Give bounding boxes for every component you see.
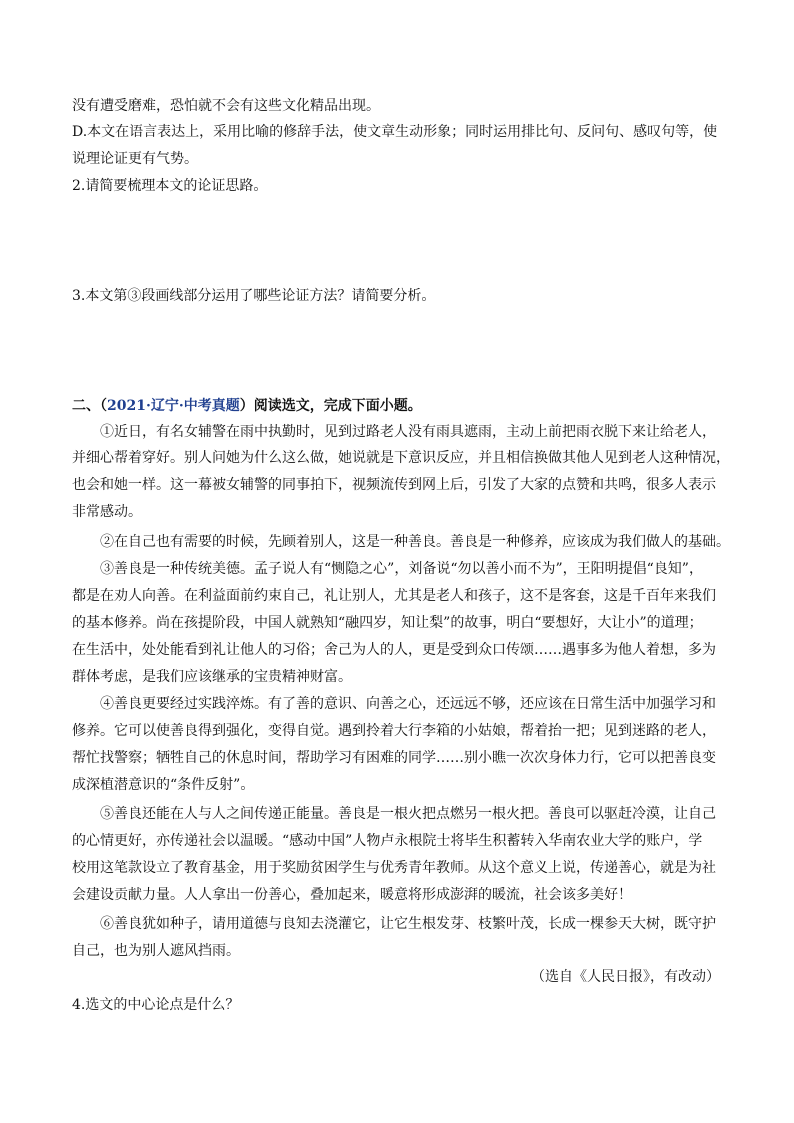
passage-line: ④善良更要经过实践淬炼。有了善的意识、向善之心，还远远不够，还应该在日常生活中加强学习和: [100, 696, 716, 712]
passage-line: 在生活中，处处能看到礼让他人的习俗；舍己为人的人，更是受到众口传颂……遇事多为他人着想，多为: [72, 642, 716, 658]
section-heading: [72, 394, 732, 418]
passage-line: ③善良是一种传统美德。孟子说人有“恻隐之心”，刘备说“勿以善小而不为”，王阳明提倡“良知”，: [100, 561, 703, 577]
passage-line: 都是在劝人向善。在利益面前约束自己，礼让别人，尤其是老人和孩子，这不是客套，这是千百年来我们: [72, 588, 716, 604]
heading-suffix: ）阅读选文，完成下面小题。: [239, 398, 422, 414]
text-line: 没有遭受磨难，恐怕就不会有这些文化精品出现。: [72, 98, 380, 114]
passage-line: 会建设贡献力量。人人拿出一份善心，叠加起来，暖意将形成澎湃的暖流，社会该多美好！: [72, 887, 632, 903]
source-tag: 2021·辽宁·中考真题: [107, 398, 240, 414]
passage-line: 也会和她一样。这一幕被女辅警的同事拍下，视频流传到网上后，引发了大家的点赞和共鸣，很多人表示: [72, 477, 716, 493]
passage-line: 的心情更好，亦传递社会以温暖。“感动中国”人物卢永根院士将毕生积蓄转入华南农业大学的账户，学: [72, 833, 703, 849]
question-3: 3.本文第③段画线部分运用了哪些论证方法？请简要分析。: [72, 288, 436, 304]
passage-line: ⑥善良犹如种子，请用道德与良知去浇灌它，让它生根发芽、枝繁叶茂，长成一棵参天大树，既守护: [100, 916, 716, 932]
passage-line: 成深植潜意识的“条件反射”。: [72, 777, 255, 793]
question-4: 4.选文的中心论点是什么？: [72, 997, 240, 1013]
passage-line: 群体考虑，是我们应该继承的宝贵精神财富。: [72, 669, 352, 685]
passage-line: 修养。它可以使善良得到强化，变得自觉。遇到拎着大行李箱的小姑娘，帮着抬一把；见到迷路的老人，: [72, 723, 716, 739]
passage-line: ⑤善良还能在人与人之间传递正能量。善良是一根火把点燃另一根火把。善良可以驱赶冷漠，让自己: [100, 806, 716, 822]
passage-line: 帮忙找警察；牺牲自己的休息时间，帮助学习有困难的同学……别小瞧一次次身体力行，它可以把善良变: [72, 750, 716, 766]
option-d-line: D.本文在语言表达上，采用比喻的修辞手法，使文章生动形象；同时运用排比句、反问句、感叹句等，使: [72, 124, 718, 140]
passage-line: 的基本修养。尚在孩提阶段，中国人就熟知“融四岁，知让梨”的故事，明白“要想好，大让小”的道理；: [72, 615, 703, 631]
passage-line: 并细心帮着穿好。别人问她为什么这么做，她说就是下意识反应，并且相信换做其他人见到老人这种情况，: [72, 450, 730, 466]
heading-prefix: 二、（: [72, 398, 107, 414]
passage-line: ①近日，有名女辅警在雨中执勤时，见到过路老人没有雨具遮雨，主动上前把雨衣脱下来让给老人，: [100, 424, 716, 440]
question-2: 2.请简要梳理本文的论证思路。: [72, 178, 268, 194]
passage-line: 校用这笔款设立了教育基金，用于奖励贫困学生与优秀青年教师。从这个意义上说，传递善心，就是为社: [72, 860, 716, 876]
passage-line: 非常感动。: [72, 504, 142, 520]
option-d-line: 说理论证更有气势。: [72, 151, 198, 167]
source-note: （选自《人民日报》，有改动）: [531, 969, 720, 985]
passage-line: ②在自己也有需要的时候，先顾着别人，这是一种善良。善良是一种修养，应该成为我们做人的基础。: [100, 534, 730, 550]
passage-line: 自己，也为别人遮风挡雨。: [72, 943, 240, 959]
